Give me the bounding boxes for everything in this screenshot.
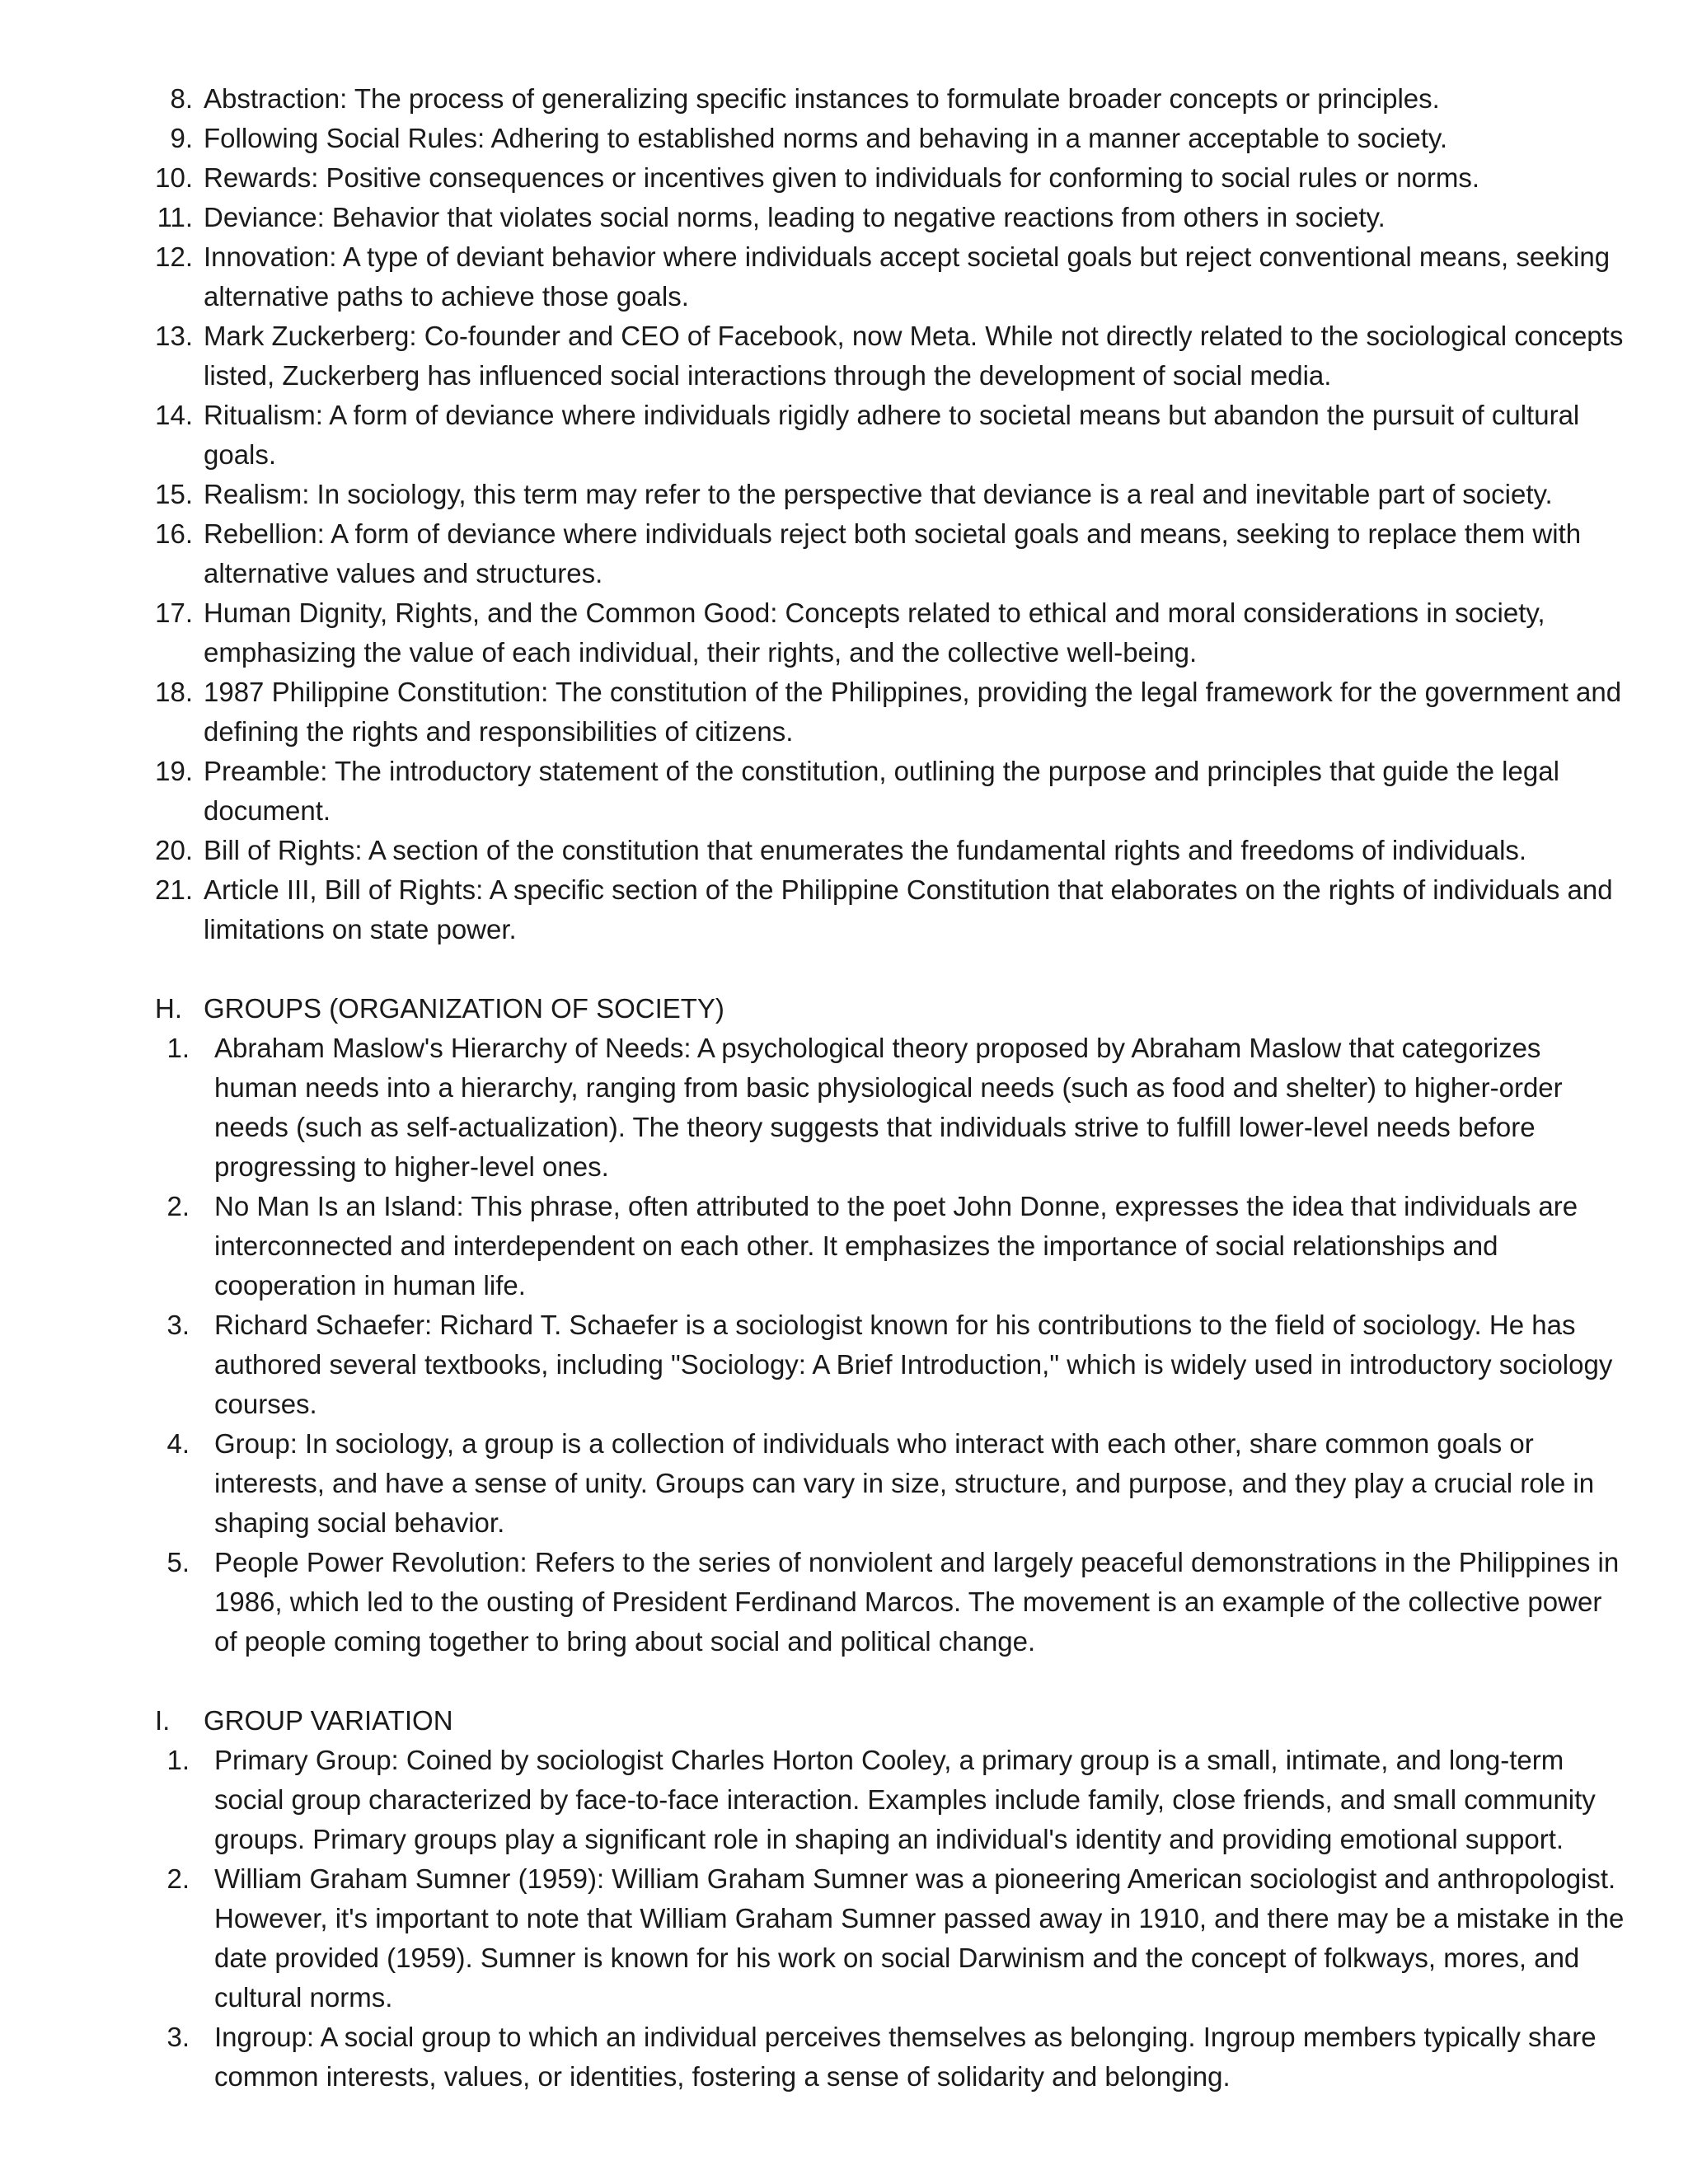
item-number: 20. bbox=[155, 835, 193, 865]
item-text: Deviance: Behavior that violates social norms, leading to negative reactions from others in society. bbox=[204, 202, 1386, 232]
item-text: 1987 Philippine Constitution: The constitution of the Philippines, providing the legal framework for the government and defining the rights and responsibilities of citizens. bbox=[204, 677, 1622, 747]
list-item bbox=[0, 752, 1625, 831]
item-number: 15. bbox=[155, 479, 193, 509]
terms-list bbox=[0, 79, 1688, 949]
list-item bbox=[0, 673, 1625, 752]
list-item bbox=[0, 2018, 1625, 2097]
list-item bbox=[0, 237, 1625, 316]
item-text: No Man Is an Island: This phrase, often attributed to the poet John Donne, expresses the idea that individuals are interconnected and interdependent on each other. It emphasizes the importance of social relationships and cooperation in human life. bbox=[214, 1191, 1578, 1301]
item-number: 13. bbox=[155, 321, 193, 351]
item-text: Article III, Bill of Rights: A specific section of the Philippine Constitution that elaborates on the rights of individuals and limitations on state power. bbox=[204, 874, 1613, 944]
item-number: 21. bbox=[155, 874, 193, 905]
item-text: Realism: In sociology, this term may refer to the perspective that deviance is a real and inevitable part of society. bbox=[204, 479, 1553, 509]
section-title: GROUP VARIATION bbox=[204, 1705, 453, 1736]
list-item bbox=[0, 870, 1625, 949]
item-number: 8. bbox=[170, 83, 193, 114]
item-text: Ingroup: A social group to which an individual perceives themselves as belonging. Ingroup members typically share common interests, values, or identities, fostering a sense of solidarity and belonging. bbox=[214, 2022, 1597, 2092]
section-heading-group-variation bbox=[0, 1701, 1688, 1741]
item-number: 10. bbox=[155, 162, 193, 193]
item-text: Richard Schaefer: Richard T. Schaefer is a sociologist known for his contributions to the field of sociology. He has authored several textbooks, including "Sociology: A Brief Introduction," which is widely used in introductory sociology courses. bbox=[214, 1310, 1613, 1419]
item-number: 2. bbox=[166, 1863, 190, 1894]
item-text: Bill of Rights: A section of the constitution that enumerates the fundamental rights and freedoms of individuals. bbox=[204, 835, 1527, 865]
section-letter: I. bbox=[155, 1705, 171, 1736]
list-item bbox=[0, 475, 1625, 514]
group-variation-list bbox=[0, 1741, 1688, 2097]
list-item bbox=[0, 158, 1625, 198]
list-item bbox=[0, 119, 1625, 158]
groups-list bbox=[0, 1029, 1688, 1661]
list-item bbox=[0, 79, 1625, 119]
item-text: Rewards: Positive consequences or incentives given to individuals for conforming to social rules or norms. bbox=[204, 162, 1480, 193]
item-number: 9. bbox=[170, 123, 193, 153]
item-text: Preamble: The introductory statement of the constitution, outlining the purpose and principles that guide the legal document. bbox=[204, 756, 1559, 826]
item-text: William Graham Sumner (1959): William Graham Sumner was a pioneering American sociologist and anthropologist. However, it's important to note that William Graham Sumner passed away in 1910, and there may be a mistake in the date provided (1959). Sumner is known for his work on social Darwinism and the concept of folkways, mores, and cultural norms. bbox=[214, 1863, 1625, 2013]
section-title: GROUPS (ORGANIZATION OF SOCIETY) bbox=[204, 993, 724, 1024]
item-text: Group: In sociology, a group is a collection of individuals who interact with each other, share common goals or interests, and have a sense of unity. Groups can vary in size, structure, and purpose, and they play a crucial role in shaping social behavior. bbox=[214, 1428, 1595, 1538]
item-number: 19. bbox=[155, 756, 193, 786]
list-item bbox=[0, 396, 1625, 475]
list-item bbox=[0, 1543, 1625, 1661]
list-item bbox=[0, 1029, 1625, 1187]
item-text: Following Social Rules: Adhering to established norms and behaving in a manner acceptable to society. bbox=[204, 123, 1448, 153]
item-number: 3. bbox=[166, 2022, 190, 2052]
item-text: Ritualism: A form of deviance where individuals rigidly adhere to societal means but abandon the pursuit of cultural goals. bbox=[204, 400, 1580, 470]
item-number: 18. bbox=[155, 677, 193, 707]
list-item bbox=[0, 198, 1625, 237]
item-number: 1. bbox=[166, 1033, 190, 1063]
item-number: 14. bbox=[155, 400, 193, 430]
item-text: Abstraction: The process of generalizing specific instances to formulate broader concepts or principles. bbox=[204, 83, 1440, 114]
item-text: Human Dignity, Rights, and the Common Good: Concepts related to ethical and moral considerations in society, emphasizing the value of each individual, their rights, and the collective well-being. bbox=[204, 598, 1545, 668]
list-item bbox=[0, 1424, 1625, 1543]
item-text: Innovation: A type of deviant behavior where individuals accept societal goals but reject conventional means, seeking alternative paths to achieve those goals. bbox=[204, 241, 1611, 312]
list-item bbox=[0, 1741, 1625, 1859]
item-number: 17. bbox=[155, 598, 193, 628]
item-text: People Power Revolution: Refers to the series of nonviolent and largely peaceful demonstrations in the Philippines in 1986, which led to the ousting of President Ferdinand Marcos. The movement is an example of the collective power of people coming together to bring about social and political change. bbox=[214, 1547, 1620, 1657]
list-item bbox=[0, 1187, 1625, 1305]
item-number: 11. bbox=[157, 202, 193, 232]
item-number: 4. bbox=[166, 1428, 190, 1459]
item-text: Primary Group: Coined by sociologist Charles Horton Cooley, a primary group is a small, intimate, and long-term social group characterized by face-to-face interaction. Examples include family, close friends, and small community groups. Primary groups play a significant role in shaping an individual's identity and providing emotional support. bbox=[214, 1745, 1596, 1854]
list-item bbox=[0, 1859, 1625, 2018]
item-number: 16. bbox=[155, 518, 193, 549]
list-item bbox=[0, 514, 1625, 593]
list-item bbox=[0, 316, 1625, 396]
item-number: 12. bbox=[155, 241, 193, 272]
item-number: 2. bbox=[166, 1191, 190, 1221]
list-item bbox=[0, 831, 1625, 870]
item-text: Rebellion: A form of deviance where individuals reject both societal goals and means, seeking to replace them with alternative values and structures. bbox=[204, 518, 1582, 588]
list-item bbox=[0, 1305, 1625, 1424]
section-letter: H. bbox=[155, 993, 182, 1024]
item-text: Mark Zuckerberg: Co-founder and CEO of Facebook, now Meta. While not directly related to the sociological concepts listed, Zuckerberg has influenced social interactions through the development of social media. bbox=[204, 321, 1624, 391]
list-item bbox=[0, 593, 1625, 673]
item-number: 5. bbox=[166, 1547, 190, 1577]
item-number: 1. bbox=[166, 1745, 190, 1775]
section-heading-groups bbox=[0, 989, 1688, 1029]
item-number: 3. bbox=[166, 1310, 190, 1340]
item-text: Abraham Maslow's Hierarchy of Needs: A psychological theory proposed by Abraham Maslow that categorizes human needs into a hierarchy, ranging from basic physiological needs (such as food and shelter) to higher-order needs (such as self-actualization). The theory suggests that individuals strive to fulfill lower-level needs before progressing to higher-level ones. bbox=[214, 1033, 1563, 1182]
